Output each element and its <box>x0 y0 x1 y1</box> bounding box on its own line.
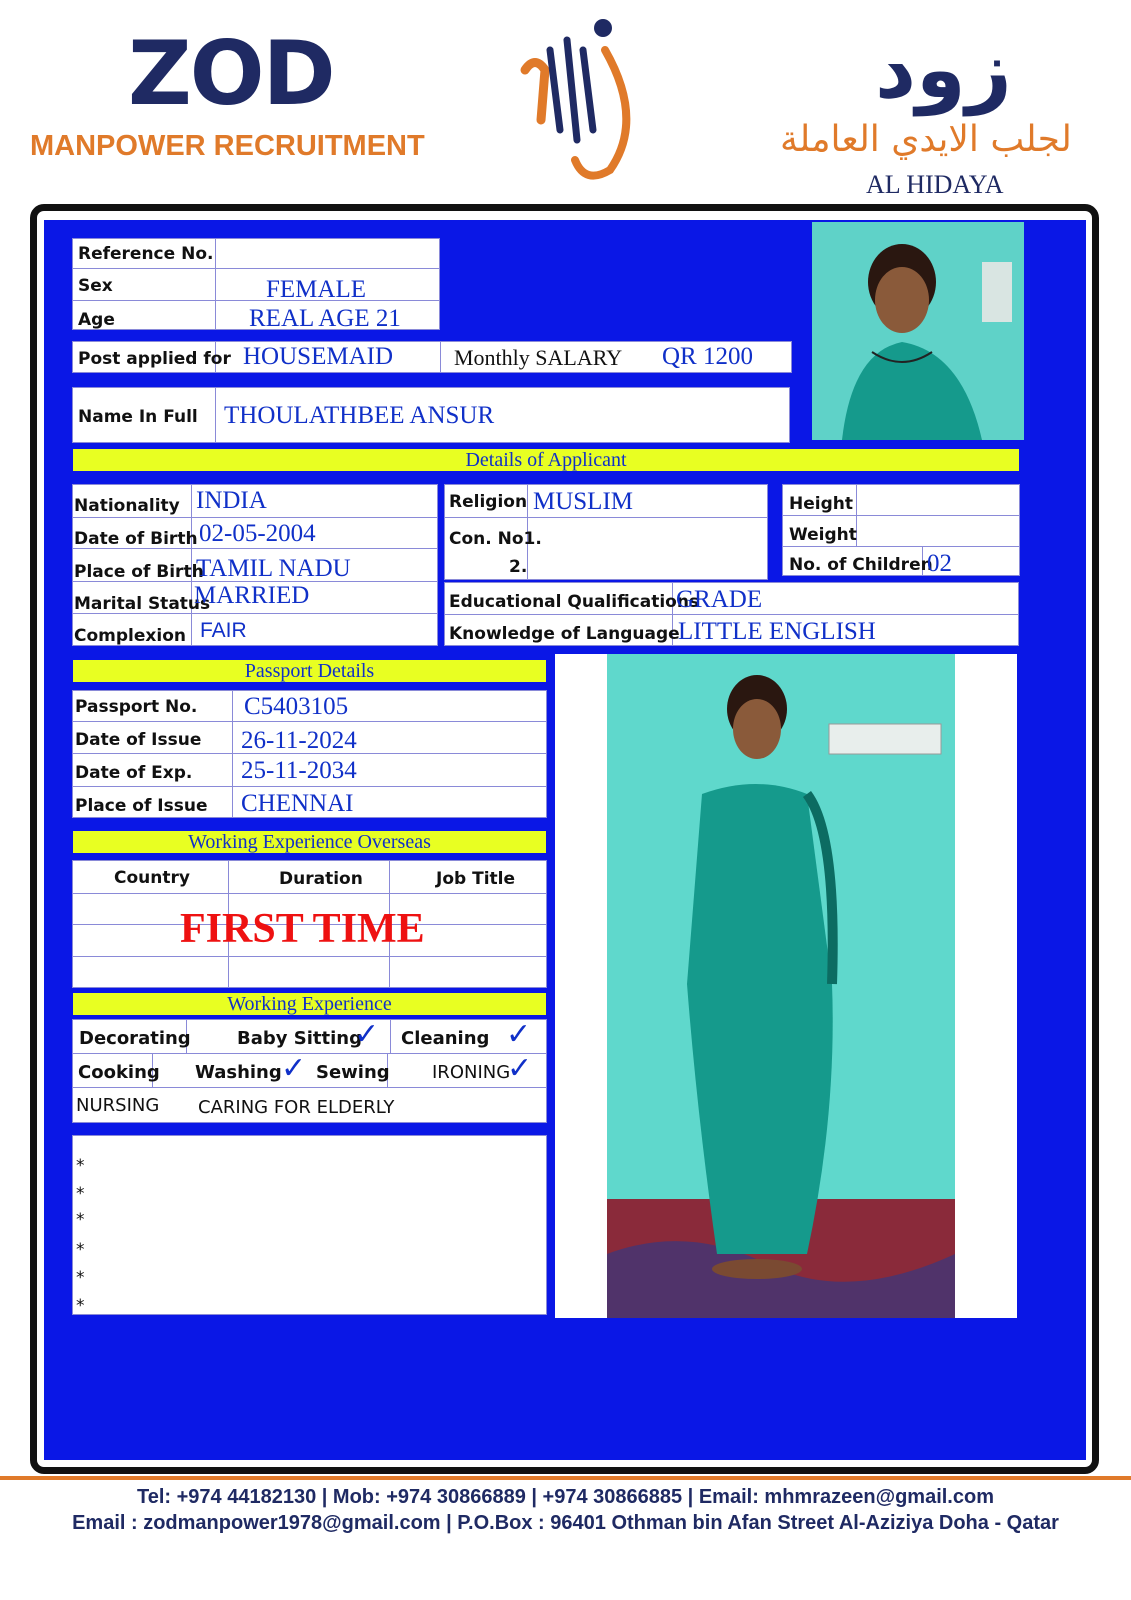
education-value: GRADE <box>676 586 763 613</box>
salary-label: Monthly SALARY <box>454 345 623 370</box>
marital-label: Marital Status <box>74 594 211 614</box>
note-bullet: * <box>76 1240 85 1260</box>
col-country: Country <box>114 868 190 888</box>
skill-ironing: IRONING <box>432 1062 511 1083</box>
baby-sitting-check-icon: ✓ <box>354 1017 380 1052</box>
col-job-title: Job Title <box>436 869 515 889</box>
pob-label: Place of Birth <box>74 562 204 582</box>
footer-divider <box>0 1476 1131 1480</box>
company-logo-icon <box>515 10 645 185</box>
nationality-label: Nationality <box>74 496 180 516</box>
partner-name: AL HIDAYA <box>866 170 1004 199</box>
weight-label: Weight <box>789 525 857 545</box>
language-value: LITTLE ENGLISH <box>678 618 876 645</box>
children-label: No. of Children <box>789 555 933 575</box>
religion-label: Religion <box>449 492 528 512</box>
children-value: 02 <box>927 550 952 577</box>
first-time-note: FIRST TIME <box>180 906 425 952</box>
age-label: Age <box>78 310 115 330</box>
note-bullet: * <box>76 1268 85 1288</box>
note-bullet: * <box>76 1210 85 1230</box>
skill-baby-sitting: Baby Sitting <box>237 1028 362 1049</box>
dob-value: 02-05-2004 <box>199 520 316 547</box>
footer-contact-line: Tel: +974 44182130 | Mob: +974 30866889 | +974 30866885 | Email: mhmrazeen@gmail.com <box>137 1486 994 1508</box>
note-bullet: * <box>76 1156 85 1176</box>
skill-sewing: Sewing <box>316 1062 390 1083</box>
exp-date-value: 25-11-2034 <box>241 757 357 784</box>
passport-title: Passport Details <box>73 660 546 682</box>
sex-value: FEMALE <box>266 276 366 303</box>
skill-cleaning: Cleaning <box>401 1028 490 1049</box>
name-value: THOULATHBEE ANSUR <box>224 402 495 429</box>
issue-place-label: Place of Issue <box>75 796 208 816</box>
arabic-brand: زود <box>875 23 1012 116</box>
complexion-value: FAIR <box>200 619 247 642</box>
details-title: Details of Applicant <box>73 449 1019 471</box>
dob-label: Date of Birth <box>74 529 198 549</box>
sex-label: Sex <box>78 276 113 296</box>
height-label: Height <box>789 494 853 514</box>
religion-value: MUSLIM <box>533 488 634 515</box>
post-label: Post applied for <box>78 349 231 369</box>
ironing-check-icon: ✓ <box>507 1051 533 1086</box>
issue-date-value: 26-11-2024 <box>241 727 357 754</box>
passport-no-value: C5403105 <box>244 693 349 720</box>
marital-value: MARRIED <box>194 582 310 609</box>
cleaning-check-icon: ✓ <box>506 1017 532 1052</box>
pob-value: TAMIL NADU <box>196 555 351 582</box>
exp-date-label: Date of Exp. <box>75 763 193 783</box>
skill-decorating: Decorating <box>79 1028 191 1049</box>
issue-date-label: Date of Issue <box>75 730 202 750</box>
col-duration: Duration <box>279 869 363 889</box>
nationality-value: INDIA <box>196 487 267 514</box>
experience-title: Working Experience <box>73 993 546 1015</box>
skill-cooking: Cooking <box>78 1062 160 1083</box>
salary-value: QR 1200 <box>662 343 753 370</box>
note-bullet: * <box>76 1296 85 1316</box>
washing-check-icon: ✓ <box>281 1051 307 1086</box>
contact2-label: 2. <box>509 557 528 577</box>
footer-address-line: Email : zodmanpower1978@gmail.com | P.O.Box : 96401 Othman bin Afan Street Al-Aziziya Doha - Qatar <box>72 1512 1059 1534</box>
notes-box <box>72 1135 547 1315</box>
note-bullet: * <box>76 1184 85 1204</box>
overseas-title: Working Experience Overseas <box>73 831 546 853</box>
skill-nursing: NURSING <box>76 1095 160 1116</box>
portrait-photo <box>812 222 1024 440</box>
reference-label: Reference No. <box>78 244 214 264</box>
contact1-label: Con. No1. <box>449 529 542 549</box>
name-label: Name In Full <box>78 407 198 427</box>
complexion-label: Complexion <box>74 626 186 646</box>
issue-place-value: CHENNAI <box>241 790 354 817</box>
arabic-tagline: لجلب الايدي العاملة <box>780 119 1072 160</box>
education-label: Educational Qualifications <box>449 592 700 612</box>
age-value: REAL AGE 21 <box>249 305 401 332</box>
brand-name: ZOD <box>128 22 334 125</box>
brand-tagline: MANPOWER RECRUITMENT <box>30 130 425 162</box>
passport-no-label: Passport No. <box>75 697 198 717</box>
language-label: Knowledge of Language <box>449 624 680 644</box>
skill-washing: Washing <box>195 1062 282 1083</box>
full-length-photo <box>607 654 955 1318</box>
skill-caring-elderly: CARING FOR ELDERLY <box>198 1097 395 1118</box>
post-value: HOUSEMAID <box>243 343 393 370</box>
